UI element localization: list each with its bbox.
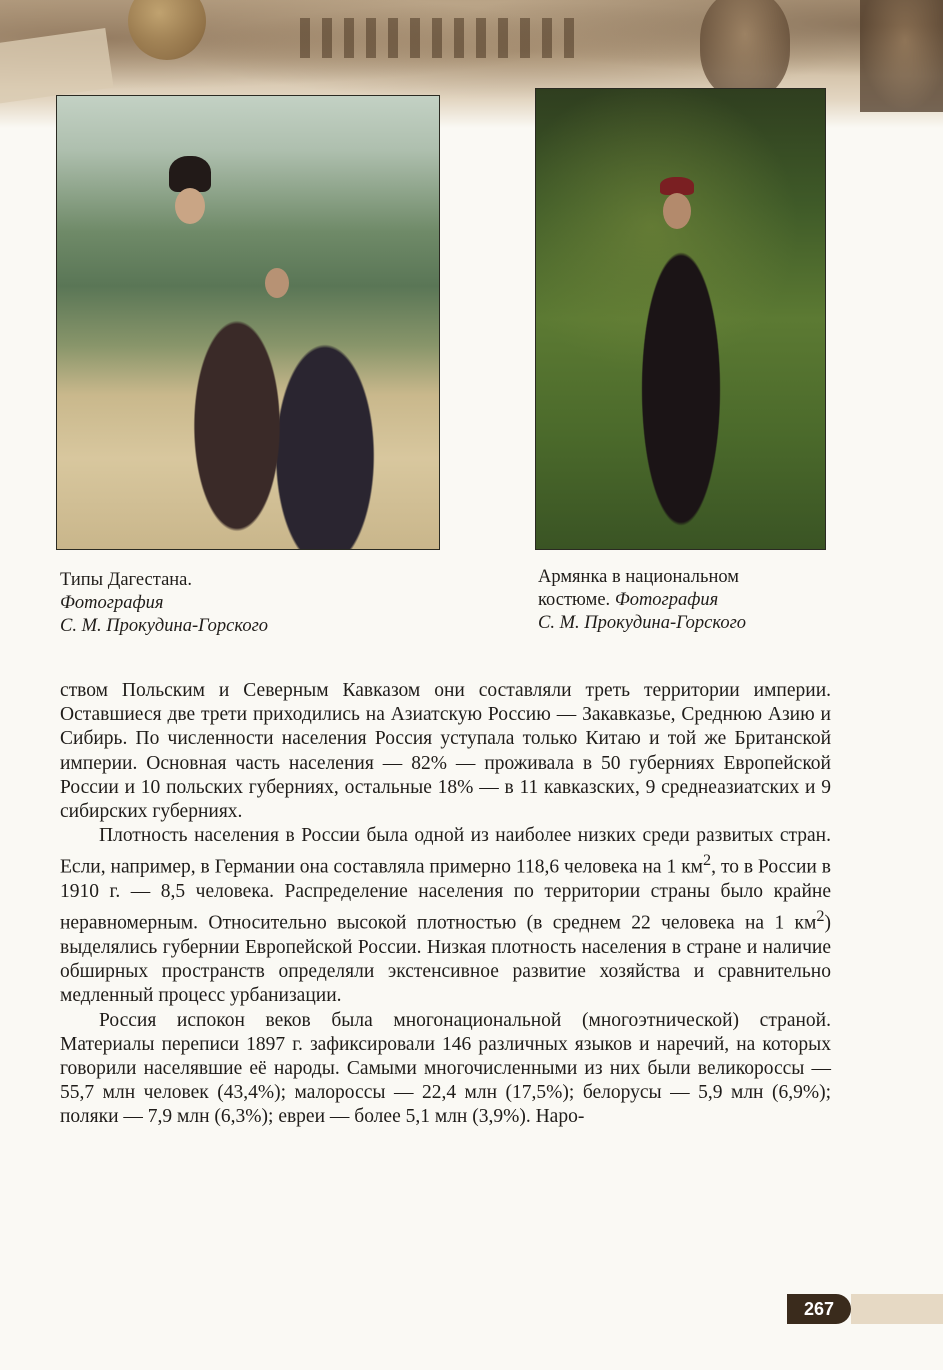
banner-riders-engraving bbox=[300, 18, 580, 58]
photo-dagestan-types bbox=[56, 95, 440, 550]
caption-title: Типы Дагестана. bbox=[60, 570, 193, 590]
paragraph-text: ) выделялись губернии Европейской России. Низкая плотность населения в стране и наличие обширных пространств определяли экстенсивное развитие хозяйства и сравнительно медленный процесс урбанизации. bbox=[60, 912, 831, 1007]
page-number: 267 bbox=[787, 1294, 851, 1324]
caption-author: С. М. Прокудина-Горского bbox=[538, 613, 747, 633]
paragraph: Россия испокон веков была многонациональной (многоэтнической) страной. Материалы переписи 1897 г. зафиксировали 146 различных языков и наречий, на которых говорили населявшие её народы. Самыми многочисленными из них были великороссы — 55,7 млн человек (43,4%); малороссы — 22,4 млн (17,5%); белорусы — 5,9 млн (6,9%); поляки — 7,9 млн (6,3%); евреи — более 5,1 млн (3,9%). Наро- bbox=[60, 1009, 831, 1128]
superscript: 2 bbox=[703, 851, 712, 870]
caption-author: С. М. Прокудина-Горского bbox=[60, 616, 269, 636]
page-number-strip bbox=[851, 1294, 943, 1324]
figure-face bbox=[663, 193, 691, 229]
banner-portrait bbox=[860, 0, 943, 112]
figure-face bbox=[265, 268, 289, 298]
figure-papakha bbox=[169, 156, 211, 192]
caption-photo-2 bbox=[538, 566, 746, 635]
paragraph-text: , то в России в 1910 г. — 8,5 человека. Распределение населения по территории страны было крайне неравномерным. Относительно высокой плотностью (в среднем 22 человека на 1 км bbox=[60, 856, 831, 934]
paragraph-text: Плотность населения в России была одной из наиболее низких среди развитых стран. Если, например, в Германии она составляла примерно 118,6 человека на 1 км bbox=[60, 825, 831, 878]
paragraph bbox=[60, 824, 831, 1008]
superscript: 2 bbox=[816, 907, 825, 926]
caption-photo-label: Фотография bbox=[614, 590, 719, 610]
caption-line-2 bbox=[538, 589, 746, 612]
caption-photo-1 bbox=[60, 569, 268, 638]
caption-title: Армянка в национальном bbox=[538, 567, 739, 587]
figure-face bbox=[175, 188, 205, 224]
caption-title-end: костюме. bbox=[538, 590, 615, 610]
photo-armenian-woman bbox=[535, 88, 826, 550]
paragraph: ством Польским и Северным Кавказом они составляли треть территории империи. Оставшиеся две трети приходились на Азиатскую Россию — Закавказье, Среднюю Азию и Сибирь. По численности населения Россия уступала только Китаю и той же Британской империи. Основная часть населения — 82% — проживала в 50 губерниях Европейской России и 10 польских губерниях, остальные 18% — в 11 кавказских, 9 среднеазиатских и 9 сибирских губерниях. bbox=[60, 680, 831, 823]
body-text bbox=[60, 679, 831, 1130]
caption-photo-label: Фотография bbox=[60, 593, 164, 613]
banner-portrait bbox=[700, 0, 790, 100]
